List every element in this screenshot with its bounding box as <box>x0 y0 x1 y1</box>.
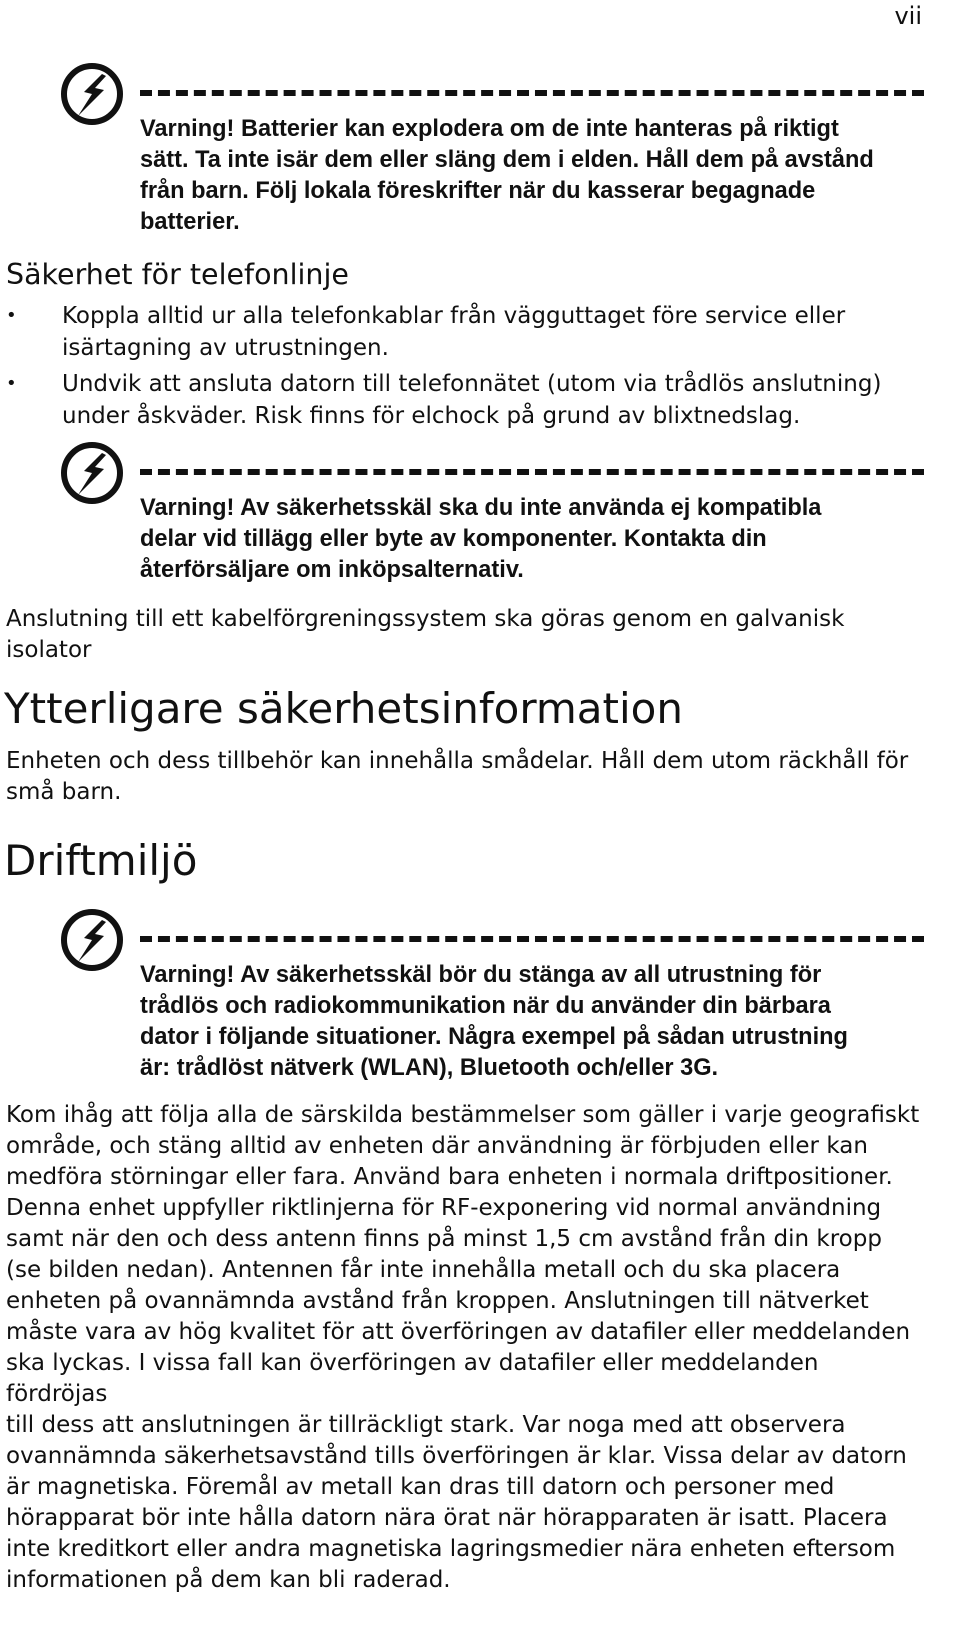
lightning-warning-icon <box>60 441 124 505</box>
paragraph-line: isolator <box>6 637 92 663</box>
environment-paragraph <box>6 1100 926 1596</box>
additional-paragraph <box>6 746 926 808</box>
dashed-divider <box>140 469 924 475</box>
lightning-warning-icon <box>60 908 124 972</box>
cable-paragraph <box>6 604 926 666</box>
telephone-bullet-list <box>0 300 930 436</box>
warning-text <box>140 114 920 238</box>
section-heading-additional: Ytterligare säkerhetsinformation <box>4 684 683 733</box>
warning-line: återförsäljare om inköpsalternativ. <box>140 557 524 583</box>
paragraph-line: informationen på dem kan bli raderad. <box>6 1567 451 1593</box>
paragraph-line: Kom ihåg att följa alla de särskilda bestämmelser som gäller i varje geografiskt <box>6 1102 920 1128</box>
list-item-line: Undvik att ansluta datorn till telefonnätet (utom via trådlös anslutning) <box>62 371 882 397</box>
dashed-divider <box>140 936 924 942</box>
list-item-line: under åskväder. Risk finns för elchock på grund av blixtnedslag. <box>62 403 801 429</box>
warning-line: från barn. Följ lokala föreskrifter när du kasserar begagnade <box>140 178 816 204</box>
warning-line: sätt. Ta inte isär dem eller släng dem i elden. Håll dem på avstånd <box>140 147 874 173</box>
lightning-warning-icon <box>60 62 124 126</box>
warning-line: Varning! Av säkerhetsskäl ska du inte använda ej kompatibla <box>140 495 822 521</box>
paragraph-line: (se bilden nedan). Antennen får inte innehålla metall och du ska placera <box>6 1257 841 1283</box>
warning-line: Varning! Av säkerhetsskäl bör du stänga av all utrustning för <box>140 962 822 988</box>
bullet-icon: • <box>6 373 17 394</box>
list-item-line: Koppla alltid ur alla telefonkablar från vägguttaget före service eller <box>62 303 846 329</box>
section-heading-telephone: Säkerhet för telefonlinje <box>6 258 349 291</box>
warning-line: batterier. <box>140 209 240 235</box>
list-item-line: isärtagning av utrustningen. <box>62 335 389 361</box>
paragraph-line: ska lyckas. I vissa fall kan överföringen av datafiler eller meddelanden fördröjas <box>6 1350 819 1407</box>
list-item <box>0 300 930 364</box>
paragraph-line: inte kreditkort eller andra magnetiska lagringsmedier nära enheten eftersom <box>6 1536 896 1562</box>
list-item <box>0 368 930 432</box>
paragraph-line: ovannämnda säkerhetsavstånd tills överföringen är klar. Vissa delar av datorn <box>6 1443 907 1469</box>
paragraph-line: samt när den och dess antenn finns på minst 1,5 cm avstånd från din kropp <box>6 1226 882 1252</box>
warning-line: dator i följande situationer. Några exempel på sådan utrustning <box>140 1024 848 1050</box>
paragraph-line: hörapparat bör inte hålla datorn nära örat när hörapparaten är isatt. Placera <box>6 1505 888 1531</box>
paragraph-line: Denna enhet uppfyller riktlinjerna för RF-exponering vid normal användning <box>6 1195 882 1221</box>
paragraph-line: måste vara av hög kvalitet för att överföringen av datafiler eller meddelanden <box>6 1319 911 1345</box>
warning-line: Varning! Batterier kan explodera om de inte hanteras på riktigt <box>140 116 839 142</box>
paragraph-line: enheten på ovannämnda avstånd från kroppen. Anslutningen till nätverket <box>6 1288 869 1314</box>
warning-text <box>140 960 920 1084</box>
paragraph-line: Anslutning till ett kabelförgreningssystem ska göras genom en galvanisk <box>6 606 845 632</box>
warning-line: trådlös och radiokommunikation när du använder din bärbara <box>140 993 831 1019</box>
paragraph-line: Enheten och dess tillbehör kan innehålla smådelar. Håll dem utom räckhåll för <box>6 748 909 774</box>
warning-line: är: trådlöst nätverk (WLAN), Bluetooth och/eller 3G. <box>140 1055 719 1081</box>
dashed-divider <box>140 90 924 96</box>
paragraph-line: område, och stäng alltid av enheten där användning är förbjuden eller kan <box>6 1133 868 1159</box>
paragraph-line: medföra störningar eller fara. Använd bara enheten i normala driftpositioner. <box>6 1164 893 1190</box>
section-heading-environment: Driftmiljö <box>4 836 198 885</box>
paragraph-line: små barn. <box>6 779 122 805</box>
warning-line: delar vid tillägg eller byte av komponenter. Kontakta din <box>140 526 767 552</box>
paragraph-line: till dess att anslutningen är tillräckligt stark. Var noga med att observera <box>6 1412 846 1438</box>
paragraph-line: är magnetiska. Föremål av metall kan dras till datorn och personer med <box>6 1474 835 1500</box>
warning-text <box>140 493 920 586</box>
page-number: vii <box>894 2 922 30</box>
bullet-icon: • <box>6 305 17 326</box>
